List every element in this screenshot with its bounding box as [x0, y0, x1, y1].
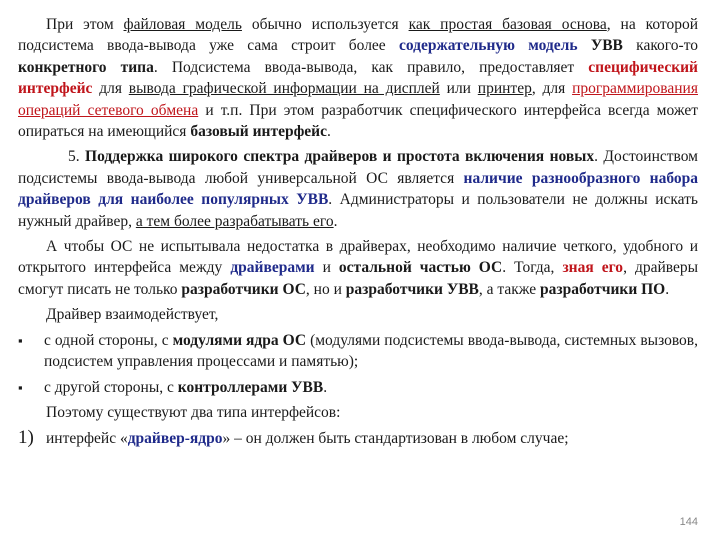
bullet-text: с другой стороны, с контроллерами УВВ.	[44, 378, 328, 396]
numbered-item-driver-kernel	[18, 427, 698, 449]
slide-content	[18, 14, 698, 450]
square-bullet-icon: ▪	[18, 379, 23, 395]
bullet-controllers	[18, 377, 698, 398]
bullet-text: с одной стороны, с модулями ядра ОС (модулями подсистемы ввода-вывода, системных вызовов, подсистем управления процессами и памятью);	[44, 331, 699, 371]
paragraph-driver-interface: А чтобы ОС не испытывала недостатка в драйверах, необходимо наличие четкого, удобного и открытого интерфейса между драйверами и остальной частью ОС. Тогда, зная его, драйверы смогут писать не только разработчики ОС, но и разработчики УВВ, а также разработчики ПО.	[18, 238, 699, 298]
bullet-kernel-modules	[18, 330, 698, 373]
item-text: интерфейс «драйвер-ядро» – он должен быть стандартизован в любом случае;	[46, 430, 569, 448]
paragraph-driver-support: 5. Поддержка широкого спектра драйверов и простота включения новых. Достоинством подсистемы ввода-вывода любой универсальной ОС является наличие разнообразного набора драйверов для наиболее популярных УВВ. Администраторы и пользователи не должны искать нужный драйвер, а тем более разрабатывать его.	[18, 148, 698, 230]
paragraph-two-interfaces: Поэтому существуют два типа интерфейсов:	[46, 403, 341, 421]
item-number: 1)	[18, 427, 34, 449]
paragraph-file-model: При этом файловая модель обычно используется как простая базовая основа, на которой подсистема ввода-вывода уже сама строит более содержательную модель УВВ какого-то конкретного типа. Подсистема ввода-вывода, как правило, предоставляет специфический интерфейс для вывода графической информации на дисплей или принтер, для программирования операций сетевого обмена и т.п. При этом разработчик специфического интерфейса всегда может опираться на имеющийся базовый интерфейс.	[18, 16, 699, 141]
page-number: 144	[679, 516, 698, 528]
square-bullet-icon: ▪	[18, 332, 23, 348]
paragraph-driver-interacts: Драйвер взаимодействует,	[46, 306, 219, 324]
